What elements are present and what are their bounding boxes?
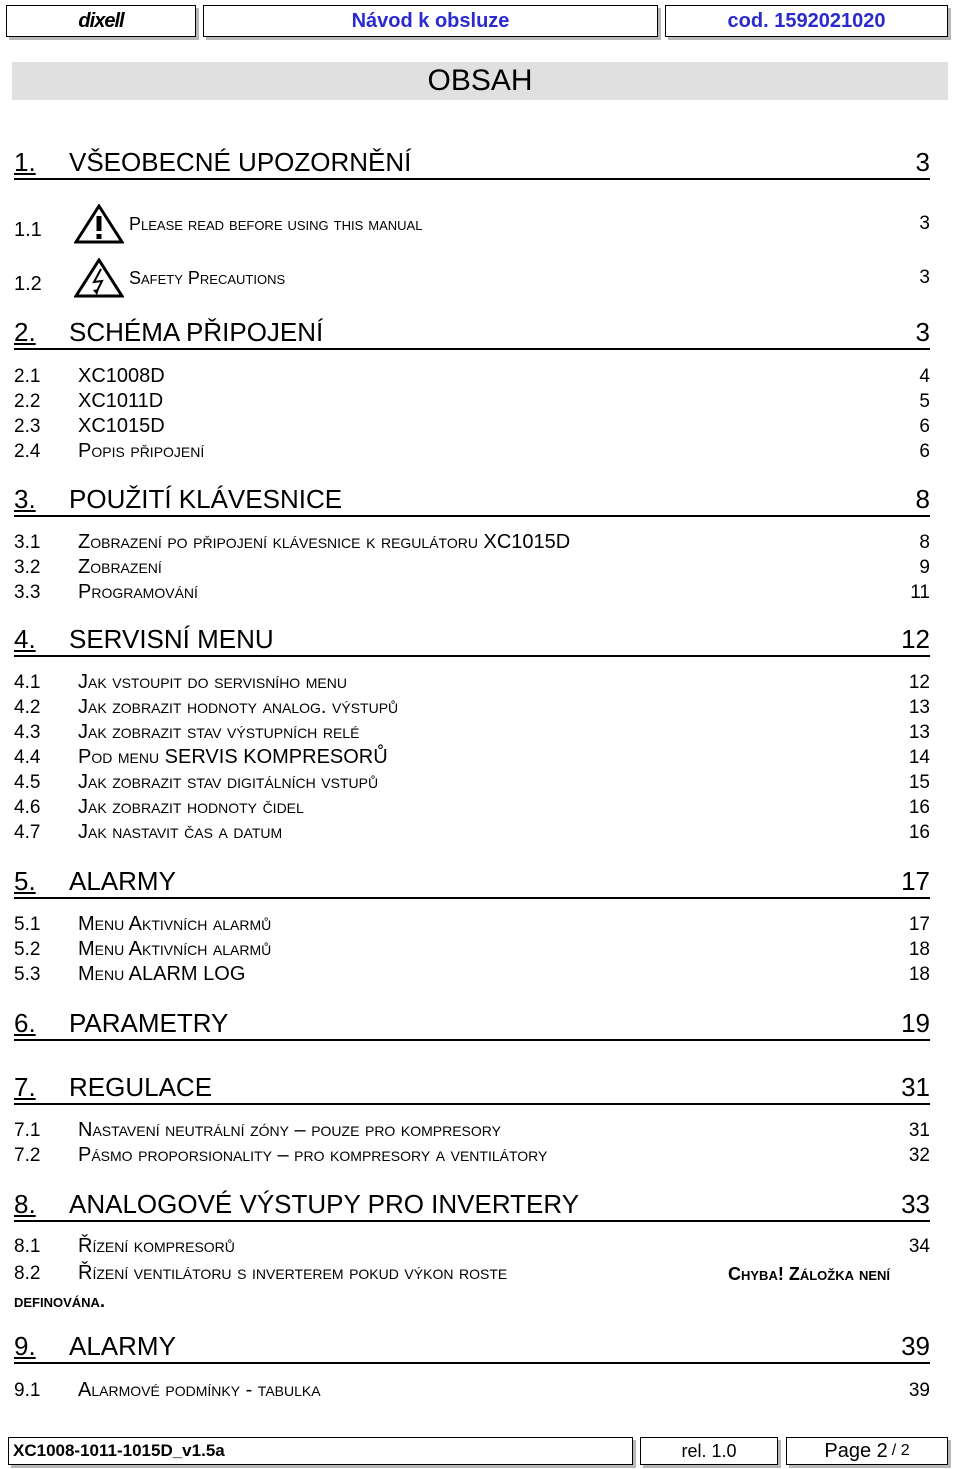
toc-title: Menu Aktivních alarmů bbox=[78, 913, 272, 935]
toc-title: ANALOGOVÉ VÝSTUPY PRO INVERTERY bbox=[69, 1189, 580, 1219]
toc-page-number: 14 bbox=[908, 747, 930, 768]
dixell-logo: dixell bbox=[78, 9, 124, 32]
toc-item[interactable] bbox=[14, 364, 930, 388]
toc-item[interactable] bbox=[14, 795, 930, 819]
toc-page-number: 9 bbox=[919, 557, 930, 578]
toc-item[interactable] bbox=[14, 1143, 930, 1167]
toc-page-number: 31 bbox=[908, 1120, 930, 1141]
toc-heading[interactable] bbox=[14, 1189, 930, 1222]
header-code: cod. 1592021020 bbox=[665, 5, 948, 37]
toc-title: Nastavení neutrální zóny – pouze pro kompresory bbox=[78, 1119, 501, 1141]
toc-item[interactable] bbox=[14, 770, 930, 794]
toc-heading[interactable] bbox=[14, 866, 930, 899]
toc-number: 9.1 bbox=[14, 1380, 41, 1401]
toc-item[interactable] bbox=[14, 414, 930, 438]
toc-number: 3. bbox=[14, 484, 36, 514]
footer-doc-id: XC1008-1011-1015D_v1.5a bbox=[8, 1437, 633, 1465]
toc-page-number: 6 bbox=[919, 416, 930, 437]
toc-title: Popis připojení bbox=[78, 440, 205, 462]
toc-number: 1.1 bbox=[14, 218, 42, 241]
toc-title: Jak zobrazit stav výstupních relé bbox=[78, 721, 360, 743]
toc-number: 3.2 bbox=[14, 557, 41, 578]
toc-page-number: 16 bbox=[908, 822, 930, 843]
toc-title: Řízení ventilátoru s inverterem pokud výkon roste bbox=[78, 1262, 508, 1284]
toc-number: 8.2 bbox=[14, 1263, 41, 1284]
toc-number: 4.7 bbox=[14, 822, 41, 843]
toc-heading[interactable] bbox=[14, 317, 930, 350]
toc-title: PARAMETRY bbox=[69, 1008, 229, 1038]
toc-page-number: 13 bbox=[908, 722, 930, 743]
toc-page-number: 3 bbox=[919, 267, 930, 288]
toc-number: 7. bbox=[14, 1072, 36, 1102]
toc-item[interactable] bbox=[14, 912, 930, 936]
toc-page-number: 34 bbox=[908, 1236, 930, 1257]
toc-item[interactable] bbox=[14, 253, 930, 303]
toc-page-number: 33 bbox=[901, 1189, 930, 1219]
toc-item[interactable] bbox=[14, 530, 930, 554]
toc-page-number: 12 bbox=[908, 672, 930, 693]
header-logo bbox=[6, 5, 196, 37]
toc-title: VŠEOBECNÉ UPOZORNĚNÍ bbox=[69, 147, 412, 177]
toc-title: Jak zobrazit hodnoty analog. výstupů bbox=[78, 696, 399, 718]
error-text-2: definována. bbox=[14, 1291, 105, 1311]
toc-item[interactable] bbox=[14, 580, 930, 604]
toc-number: 8.1 bbox=[14, 1236, 41, 1257]
toc-item[interactable] bbox=[14, 937, 930, 961]
toc-item[interactable] bbox=[14, 695, 930, 719]
toc-heading[interactable] bbox=[14, 1008, 930, 1041]
toc-page-number: 6 bbox=[919, 441, 930, 462]
toc-number: 5.1 bbox=[14, 914, 41, 935]
toc-item[interactable] bbox=[14, 199, 930, 249]
toc-number: 2.2 bbox=[14, 391, 41, 412]
toc-number: 8. bbox=[14, 1189, 36, 1219]
toc-title: Zobrazení po připojení klávesnice k regulátoru XC1015D bbox=[78, 531, 571, 553]
toc-title: XC1015D bbox=[78, 415, 165, 437]
toc-number: 3.3 bbox=[14, 582, 41, 603]
toc-item[interactable] bbox=[14, 962, 930, 986]
toc-item[interactable] bbox=[14, 670, 930, 694]
toc-number: 4. bbox=[14, 624, 36, 654]
toc-title: ALARMY bbox=[69, 866, 176, 896]
toc-title: Menu ALARM LOG bbox=[78, 963, 246, 985]
toc-number: 6. bbox=[14, 1008, 36, 1038]
toc-page-number: 5 bbox=[919, 391, 930, 412]
toc-page-number: 3 bbox=[915, 147, 930, 177]
toc-title: Alarmové podmínky - tabulka bbox=[78, 1379, 321, 1401]
toc-title: Jak zobrazit stav digitálních vstupů bbox=[78, 771, 379, 793]
toc-item[interactable] bbox=[14, 1234, 930, 1258]
warning-icon bbox=[69, 201, 129, 247]
toc-page-number: 13 bbox=[908, 697, 930, 718]
toc-item[interactable] bbox=[14, 439, 930, 463]
toc-number: 4.4 bbox=[14, 747, 41, 768]
toc-number: 5.3 bbox=[14, 964, 41, 985]
toc-title: Jak vstoupit do servisního menu bbox=[78, 671, 347, 693]
toc-number: 5. bbox=[14, 866, 36, 896]
toc-number: 4.2 bbox=[14, 697, 41, 718]
toc-title: REGULACE bbox=[69, 1072, 213, 1102]
toc-title: XC1011D bbox=[78, 390, 164, 412]
toc-page-number: 8 bbox=[919, 532, 930, 553]
toc-item[interactable] bbox=[14, 1118, 930, 1142]
electric-hazard-icon bbox=[69, 255, 129, 301]
error-text-1: Chyba! Záložka není bbox=[728, 1264, 891, 1284]
toc-number: 2. bbox=[14, 317, 36, 347]
toc-page-number: 39 bbox=[901, 1331, 930, 1361]
toc-title: Safety Precautions bbox=[129, 267, 286, 288]
toc-item[interactable] bbox=[14, 389, 930, 413]
toc-number: 2.4 bbox=[14, 441, 41, 462]
toc-number: 4.3 bbox=[14, 722, 41, 743]
toc-page-number: 8 bbox=[915, 484, 930, 514]
toc-number: 1.2 bbox=[14, 272, 42, 295]
toc-number: 5.2 bbox=[14, 939, 41, 960]
toc-number: 9. bbox=[14, 1331, 36, 1361]
toc-page-number: 11 bbox=[910, 582, 930, 603]
toc-item[interactable] bbox=[14, 555, 930, 579]
toc-page-number: 19 bbox=[901, 1008, 930, 1038]
toc-heading[interactable] bbox=[14, 1072, 930, 1105]
toc-page-number: 31 bbox=[901, 1072, 930, 1102]
toc-page-number: 15 bbox=[908, 772, 930, 793]
toc-number: 4.6 bbox=[14, 797, 41, 818]
header-title: Návod k obsluze bbox=[203, 5, 658, 37]
toc-item[interactable] bbox=[14, 820, 930, 844]
toc-page-number: 32 bbox=[908, 1145, 930, 1166]
toc-page-number: 4 bbox=[919, 366, 930, 387]
toc-page-number: 18 bbox=[908, 939, 930, 960]
toc-title: Zobrazení bbox=[78, 556, 162, 578]
toc-title: ALARMY bbox=[69, 1331, 176, 1361]
toc-title: Řízení kompresorů bbox=[78, 1235, 235, 1257]
toc-title: SCHÉMA PŘIPOJENÍ bbox=[69, 317, 324, 347]
toc-title: Pásmo proporsionality – pro kompresory a ventilátory bbox=[78, 1144, 548, 1166]
toc-page-number: 17 bbox=[901, 866, 930, 896]
toc-page-number: 18 bbox=[908, 964, 930, 985]
toc-page-number: 39 bbox=[908, 1380, 930, 1401]
toc-page-number: 12 bbox=[901, 624, 930, 654]
toc-title: XC1008D bbox=[78, 365, 165, 387]
toc-heading[interactable] bbox=[14, 484, 930, 517]
toc-number: 7.2 bbox=[14, 1145, 41, 1166]
toc-heading[interactable] bbox=[14, 147, 930, 180]
toc-title: Menu Aktivních alarmů bbox=[78, 938, 272, 960]
footer-page: Page 2 / 2 bbox=[786, 1437, 948, 1465]
toc-item[interactable] bbox=[14, 1378, 930, 1402]
toc-heading[interactable] bbox=[14, 624, 930, 657]
toc-number: 3.1 bbox=[14, 532, 41, 553]
toc-number: 1. bbox=[14, 147, 36, 177]
toc-item[interactable] bbox=[14, 745, 930, 769]
toc-title: Programování bbox=[78, 581, 198, 603]
page-title: OBSAH bbox=[12, 62, 948, 100]
toc-number: 4.1 bbox=[14, 672, 41, 693]
toc-page-number: 16 bbox=[908, 797, 930, 818]
toc-page-number: 3 bbox=[919, 213, 930, 234]
toc-number: 7.1 bbox=[14, 1120, 41, 1141]
toc-title: Jak zobrazit hodnoty čidel bbox=[78, 796, 304, 818]
toc-item[interactable] bbox=[14, 720, 930, 744]
footer-release: rel. 1.0 bbox=[640, 1437, 778, 1465]
toc-number: 2.1 bbox=[14, 366, 41, 387]
toc-number: 4.5 bbox=[14, 772, 41, 793]
toc-title: Please read before using this manual bbox=[129, 213, 423, 234]
toc-page-number: 17 bbox=[908, 914, 930, 935]
toc-title: SERVISNÍ MENU bbox=[69, 624, 274, 654]
toc-number: 2.3 bbox=[14, 416, 41, 437]
toc-title: Jak nastavit čas a datum bbox=[78, 821, 283, 843]
toc-page-number: 3 bbox=[915, 317, 930, 347]
toc-title: Pod menu SERVIS KOMPRESORŮ bbox=[78, 746, 388, 768]
toc-heading[interactable] bbox=[14, 1331, 930, 1364]
toc-title: POUŽITÍ KLÁVESNICE bbox=[69, 484, 343, 514]
